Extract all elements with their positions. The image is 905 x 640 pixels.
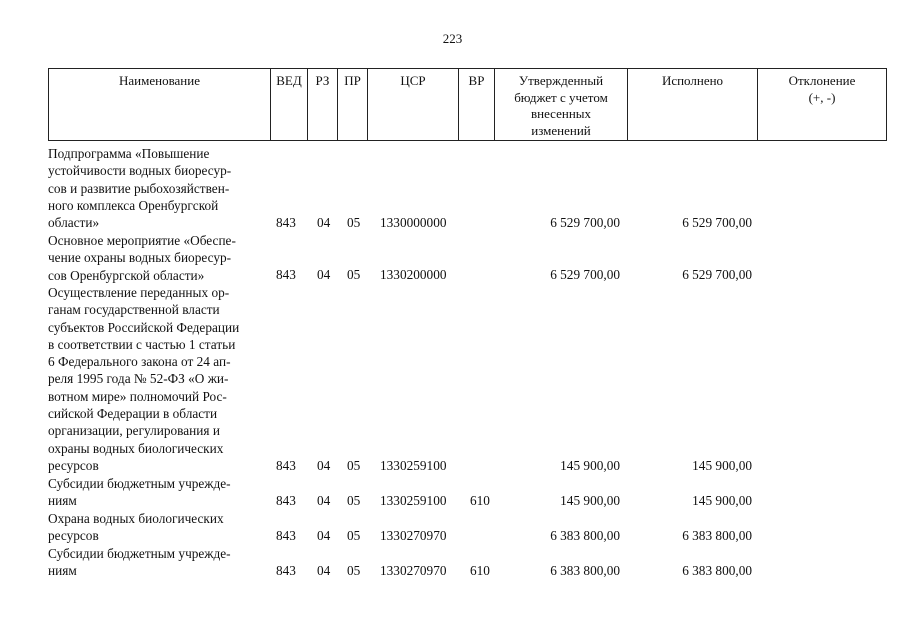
row-pr: 05 <box>347 493 361 508</box>
row-rz: 04 <box>317 563 331 578</box>
row-rz: 04 <box>317 458 331 473</box>
row-name-line: вотном мире» полномочий Рос- <box>48 388 227 404</box>
row-name <box>48 145 280 231</box>
row-name <box>48 232 280 284</box>
header-executed-label: Исполнено <box>661 73 724 88</box>
row-executed: 6 529 700,00 <box>682 267 752 282</box>
row-csr: 1330000000 <box>380 215 447 230</box>
row-csr: 1330259100 <box>380 493 447 508</box>
row-rz: 04 <box>317 215 331 230</box>
row-approved: 6 529 700,00 <box>550 215 620 230</box>
row-name-line: Охрана водных биологических <box>48 511 224 526</box>
row-name-line: ресурсов <box>48 528 99 544</box>
row-executed: 145 900,00 <box>692 493 752 508</box>
row-name-line: реля 1995 года № 52-ФЗ «О жи- <box>48 371 229 387</box>
header-deviation-line: Отклонение <box>788 73 856 88</box>
row-ved: 843 <box>276 458 296 473</box>
row-name-line: ниям <box>48 563 77 579</box>
header-vr-label: ВР <box>468 73 485 88</box>
row-name <box>48 545 280 580</box>
header-approved-line: Утвержденный <box>518 73 604 88</box>
header-rz-label: РЗ <box>315 73 330 88</box>
header-pr <box>338 69 368 140</box>
header-csr-label: ЦСР <box>400 73 426 88</box>
header-rz <box>308 69 338 140</box>
header-ved <box>271 69 308 140</box>
row-csr: 1330270970 <box>380 563 447 578</box>
header-approved-line: внесенных <box>530 106 592 122</box>
row-approved: 145 900,00 <box>560 458 620 473</box>
table-header <box>48 68 887 141</box>
row-name-line: ганам государственной власти <box>48 302 220 318</box>
row-approved: 6 383 800,00 <box>550 528 620 543</box>
header-csr <box>368 69 459 140</box>
header-deviation <box>758 69 886 140</box>
row-executed: 6 383 800,00 <box>682 528 752 543</box>
row-name-line: сов Оренбургской области» <box>48 267 205 283</box>
row-ved: 843 <box>276 267 296 282</box>
row-name-line: ресурсов <box>48 457 99 473</box>
row-pr: 05 <box>347 458 361 473</box>
header-name-label: Наименование <box>119 73 200 88</box>
page-number: 223 <box>442 31 463 46</box>
row-name-line: области» <box>48 215 100 231</box>
row-pr: 05 <box>347 215 361 230</box>
row-name-line: сийской Федерации в области <box>48 406 218 422</box>
row-name-line: охраны водных биологических <box>48 440 224 456</box>
row-approved: 6 529 700,00 <box>550 267 620 282</box>
row-name-line: сов и развитие рыбохозяйствен- <box>48 180 230 196</box>
row-ved: 843 <box>276 563 296 578</box>
header-approved <box>495 69 628 140</box>
row-vr: 610 <box>470 493 490 508</box>
row-executed: 6 383 800,00 <box>682 563 752 578</box>
row-vr: 610 <box>470 563 490 578</box>
row-rz: 04 <box>317 493 331 508</box>
row-name-line: организации, регулирования и <box>48 423 220 439</box>
row-name <box>48 475 280 510</box>
row-ved: 843 <box>276 528 296 543</box>
row-approved: 145 900,00 <box>560 493 620 508</box>
row-name-line: 6 Федерального закона от 24 ап- <box>48 354 231 370</box>
row-rz: 04 <box>317 528 331 543</box>
header-ved-label: ВЕД <box>276 73 302 88</box>
header-approved-line: бюджет с учетом <box>514 89 608 105</box>
header-approved-line: изменений <box>531 122 591 138</box>
row-executed: 6 529 700,00 <box>682 215 752 230</box>
row-rz: 04 <box>317 267 331 282</box>
row-name-line: Субсидии бюджетным учрежде- <box>48 476 231 491</box>
row-pr: 05 <box>347 528 361 543</box>
row-name-line: Основное мероприятие «Обеспе- <box>48 233 236 248</box>
header-executed <box>628 69 758 140</box>
row-pr: 05 <box>347 563 361 578</box>
header-pr-label: ПР <box>344 73 361 88</box>
row-executed: 145 900,00 <box>692 458 752 473</box>
row-csr: 1330259100 <box>380 458 447 473</box>
row-csr: 1330270970 <box>380 528 447 543</box>
row-name-line: субъектов Российской Федерации <box>48 319 240 335</box>
header-vr <box>459 69 495 140</box>
row-name-line: Субсидии бюджетным учрежде- <box>48 546 231 561</box>
row-ved: 843 <box>276 215 296 230</box>
row-pr: 05 <box>347 267 361 282</box>
row-name-line: чение охраны водных биоресур- <box>48 250 232 266</box>
row-name-line: ного комплекса Оренбургской <box>48 197 219 213</box>
row-ved: 843 <box>276 493 296 508</box>
row-name-line: Осуществление переданных ор- <box>48 285 230 300</box>
row-name-line: устойчивости водных биоресур- <box>48 163 232 179</box>
row-name-line: Подпрограмма «Повышение <box>48 146 210 161</box>
header-name <box>49 69 271 140</box>
row-csr: 1330200000 <box>380 267 447 282</box>
row-approved: 6 383 800,00 <box>550 563 620 578</box>
row-name-line: ниям <box>48 493 77 509</box>
row-name <box>48 510 280 545</box>
header-deviation-line: (+, -) <box>808 89 836 105</box>
row-name <box>48 284 280 474</box>
row-name-line: в соответствии с частью 1 статьи <box>48 336 236 352</box>
